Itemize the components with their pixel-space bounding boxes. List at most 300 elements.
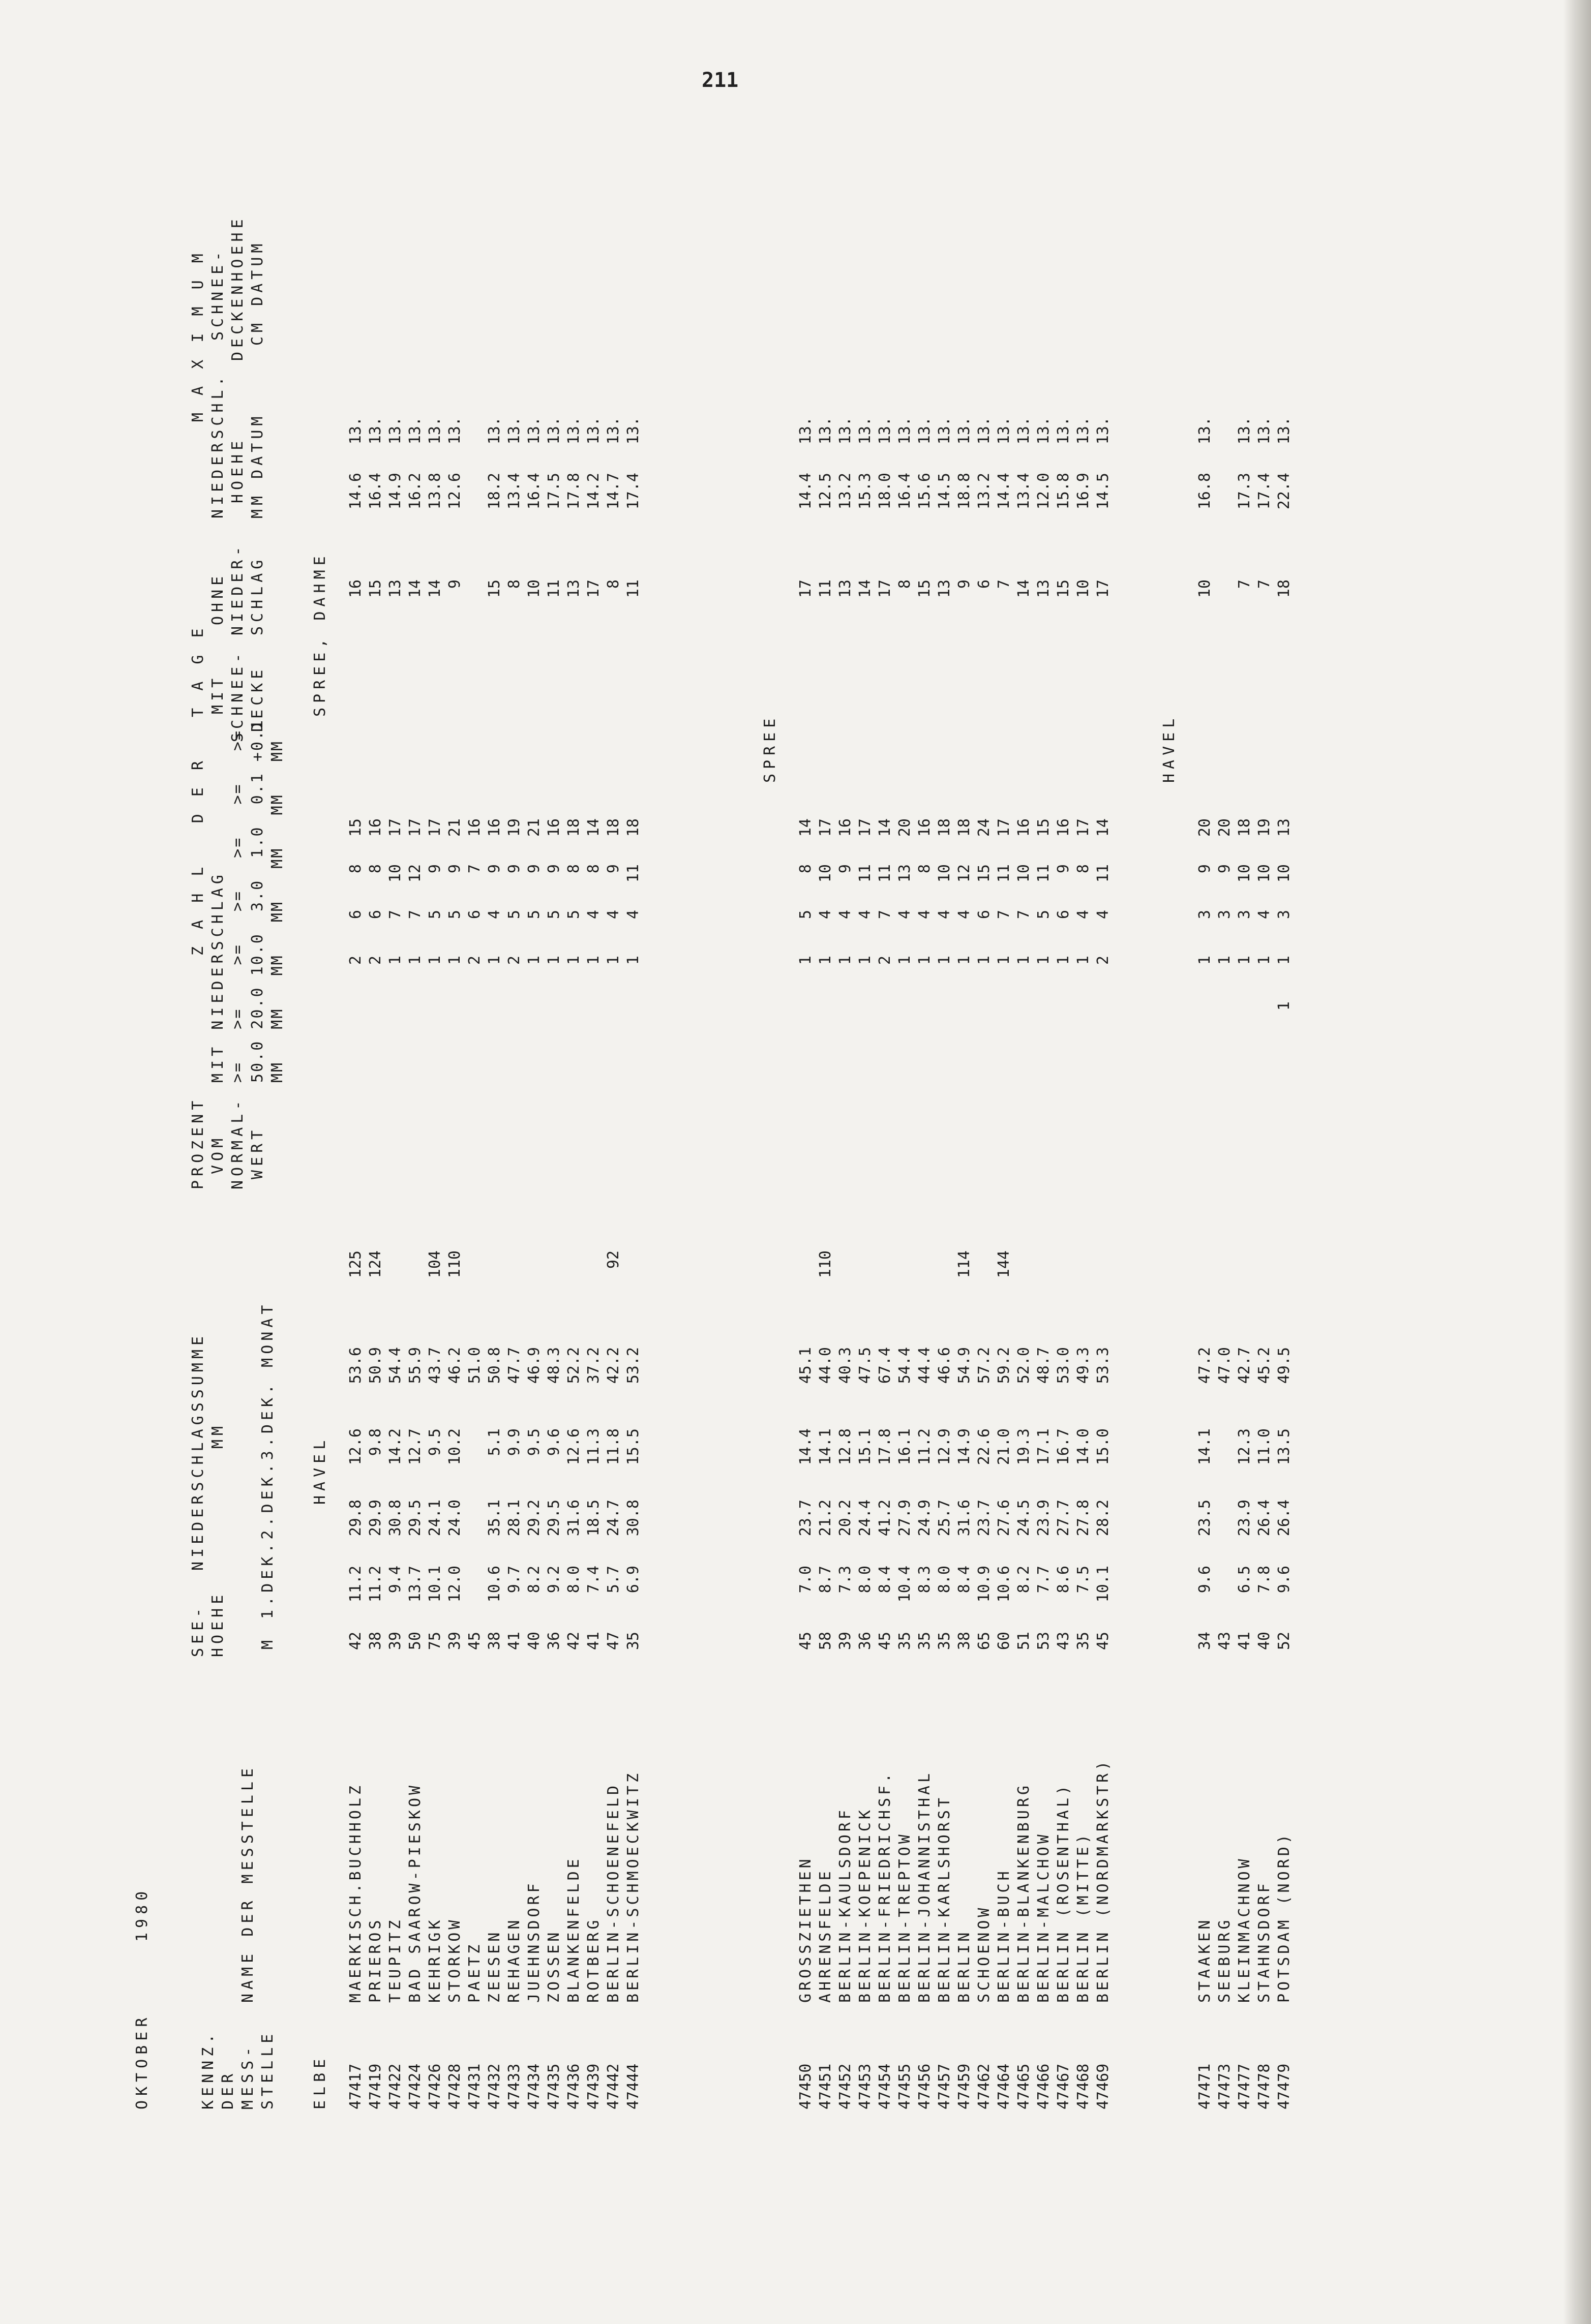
table-row (915, 381, 935, 2109)
cell-d3: 10.2 (446, 1428, 464, 1465)
cell-n3: 5 (426, 910, 444, 920)
cell-name: REHAGEN (505, 1917, 523, 2003)
cell-n1: 11 (876, 864, 894, 883)
cell-n3: 4 (585, 910, 603, 920)
cell-o: 7 (1255, 579, 1273, 589)
cell-o: 9 (446, 579, 464, 589)
cell-o: 13 (836, 579, 854, 598)
cell-d2: 24.4 (856, 1500, 874, 1537)
header-threshold-values: 50.0 20.0 10.0 3.0 1.0 0.1 +0.1 (249, 718, 266, 1083)
cell-n01: 17 (406, 818, 424, 837)
rainfall-table (132, 198, 1393, 2109)
cell-id: 47444 (624, 2063, 642, 2109)
header-see-2: HOEHE (209, 1591, 227, 1657)
cell-dt: 13. (896, 417, 914, 445)
cell-n01: 20 (896, 818, 914, 837)
cell-name: STAHNSDORF (1255, 1880, 1273, 2003)
cell-d2: 20.2 (836, 1500, 854, 1537)
cell-id: 47451 (817, 2063, 834, 2109)
cell-o: 9 (955, 579, 973, 589)
table-row (604, 381, 623, 2109)
cell-dt: 13. (386, 417, 404, 445)
cell-o: 16 (347, 579, 365, 598)
cell-n3: 4 (624, 910, 642, 920)
table-row (1014, 381, 1034, 2109)
cell-p: 124 (367, 1250, 384, 1278)
cell-o: 15 (367, 579, 384, 598)
cell-n3: 5 (505, 910, 523, 920)
cell-n3: 5 (565, 910, 583, 920)
cell-id: 47479 (1275, 2063, 1293, 2109)
cell-p: 92 (605, 1250, 622, 1269)
cell-n3: 4 (1074, 910, 1092, 920)
cell-d1: 9.2 (545, 1566, 563, 1594)
cell-n10: 2 (347, 956, 365, 965)
cell-n1: 11 (856, 864, 874, 883)
cell-d2: 31.6 (955, 1500, 973, 1537)
cell-d3: 11.8 (605, 1428, 622, 1465)
cell-d1: 10.1 (1094, 1566, 1112, 1603)
cell-name: BERLIN-BLANKENBURG (1015, 1782, 1033, 2003)
cell-name: PRIEROS (367, 1917, 384, 2003)
cell-d3: 9.6 (545, 1428, 563, 1456)
cell-name: SEEBURG (1216, 1917, 1234, 2003)
table-row (1235, 381, 1254, 2109)
cell-dt: 13. (936, 417, 953, 445)
cell-n3: 7 (876, 910, 894, 920)
header-proz-4: WERT (249, 1126, 266, 1179)
cell-m: 53.0 (1055, 1347, 1072, 1384)
cell-m: 52.0 (1015, 1347, 1033, 1384)
cell-h: 38 (486, 1632, 503, 1650)
cell-o: 14 (406, 579, 424, 598)
cell-name: BERLIN-JOHANNISTHAL (916, 1770, 934, 2003)
cell-d3: 11.0 (1255, 1428, 1273, 1465)
cell-n1: 12 (406, 864, 424, 883)
cell-n01: 16 (466, 818, 484, 837)
cell-d3: 12.8 (836, 1428, 854, 1465)
table-row (385, 381, 405, 2109)
header-schnee-1: SCHNEE- (209, 248, 227, 341)
cell-m: 52.2 (565, 1347, 583, 1384)
cell-d1: 10.6 (995, 1566, 1013, 1603)
header-thresholds: >= >= >= >= >= >= >= (229, 729, 247, 1083)
cell-n10: 1 (995, 956, 1013, 965)
table-row (366, 381, 385, 2109)
cell-n3: 4 (605, 910, 622, 920)
cell-n1: 9 (836, 864, 854, 874)
table-row (465, 381, 485, 2109)
cell-n1: 8 (1074, 864, 1092, 874)
cell-n10: 2 (505, 956, 523, 965)
cell-n1: 10 (1015, 864, 1033, 883)
table-row (425, 381, 445, 2109)
cell-n1: 8 (916, 864, 934, 874)
cell-m: 45.2 (1255, 1347, 1273, 1384)
table-row (1215, 381, 1235, 2109)
cell-h: 35 (1074, 1632, 1092, 1650)
cell-o: 15 (1055, 579, 1072, 598)
cell-h: 35 (936, 1632, 953, 1650)
cell-n3: 7 (995, 910, 1013, 920)
cell-n1: 9 (426, 864, 444, 874)
cell-n1: 9 (486, 864, 503, 874)
cell-o: 15 (916, 579, 934, 598)
cell-d1: 8.2 (1015, 1566, 1033, 1594)
cell-name: STORKOW (446, 1917, 464, 2003)
river-label: HAVEL (1160, 714, 1178, 783)
cell-id: 47453 (856, 2063, 874, 2109)
cell-dt: 13. (605, 417, 622, 445)
cell-n1: 10 (1236, 864, 1253, 883)
cell-id: 47433 (505, 2063, 523, 2109)
cell-name: TEUPITZ (386, 1917, 404, 2003)
cell-d1: 10.4 (896, 1566, 914, 1603)
cell-dt: 13. (1015, 417, 1033, 445)
cell-d3: 12.6 (565, 1428, 583, 1465)
cell-d3: 14.9 (955, 1428, 973, 1465)
table-row (855, 381, 875, 2109)
cell-name: BERLIN-BUCH (995, 1868, 1013, 2003)
cell-h: 43 (1055, 1632, 1072, 1650)
cell-n01: 18 (955, 818, 973, 837)
cell-n3: 4 (836, 910, 854, 920)
cell-dt: 13. (505, 417, 523, 445)
cell-id: 47455 (896, 2063, 914, 2109)
cell-dt: 13. (525, 417, 543, 445)
cell-d1: 9.6 (1275, 1566, 1293, 1594)
cell-n10: 1 (836, 956, 854, 965)
cell-m: 54.9 (955, 1347, 973, 1384)
cell-d1: 8.0 (565, 1566, 583, 1594)
cell-id: 47464 (995, 2063, 1013, 2109)
cell-o: 13 (1035, 579, 1053, 598)
cell-d3: 12.3 (1236, 1428, 1253, 1465)
cell-o: 11 (817, 579, 834, 598)
cell-d1: 7.8 (1255, 1566, 1273, 1594)
cell-n01: 18 (936, 818, 953, 837)
cell-mx: 22.4 (1275, 473, 1293, 510)
cell-d2: 24.7 (605, 1500, 622, 1537)
header-nied-2: MM (209, 1422, 227, 1449)
header-ohne-1: OHNE (209, 572, 227, 625)
cell-name: SCHOENOW (975, 1905, 993, 2003)
cell-m: 49.3 (1074, 1347, 1092, 1384)
cell-n1: 10 (1275, 864, 1293, 883)
cell-h: 45 (1094, 1632, 1112, 1650)
cell-dt: 13. (797, 417, 815, 445)
cell-mx: 13.4 (1015, 473, 1033, 510)
cell-n01: 19 (1255, 818, 1273, 837)
cell-m: 49.5 (1275, 1347, 1293, 1384)
cell-m: 59.2 (995, 1347, 1013, 1384)
cell-id: 47478 (1255, 2063, 1273, 2109)
cell-h: 58 (817, 1632, 834, 1650)
cell-d2: 24.5 (1015, 1500, 1033, 1537)
cell-mx: 16.8 (1196, 473, 1214, 510)
cell-d2: 27.9 (896, 1500, 914, 1537)
cell-mx: 14.4 (995, 473, 1013, 510)
year-label: 1980 (133, 1886, 151, 1942)
cell-n1: 12 (955, 864, 973, 883)
cell-d1: 7.3 (836, 1566, 854, 1594)
cell-d3: 15.0 (1094, 1428, 1112, 1465)
cell-d3: 12.7 (406, 1428, 424, 1465)
cell-name: KEHRIGK (426, 1917, 444, 2003)
cell-name: BERLIN-MALCHOW (1035, 1831, 1053, 2003)
cell-n1: 9 (545, 864, 563, 874)
cell-d2: 26.4 (1275, 1500, 1293, 1537)
cell-id: 47422 (386, 2063, 404, 2109)
cell-d2: 21.2 (817, 1500, 834, 1537)
cell-dt: 13. (975, 417, 993, 445)
cell-name: BERLIN-SCHOENEFELD (605, 1782, 622, 2003)
cell-id: 47468 (1074, 2063, 1092, 2109)
cell-mx: 15.6 (916, 473, 934, 510)
cell-n10: 1 (896, 956, 914, 965)
cell-n3: 6 (1055, 910, 1072, 920)
cell-h: 45 (466, 1632, 484, 1650)
cell-m: 67.4 (876, 1347, 894, 1384)
cell-d3: 9.5 (426, 1428, 444, 1456)
cell-id: 47431 (466, 2063, 484, 2109)
cell-d1: 9.4 (386, 1566, 404, 1594)
cell-n10: 1 (446, 956, 464, 965)
cell-mx: 14.4 (797, 473, 815, 510)
cell-mx: 17.5 (545, 473, 563, 510)
cell-n10: 1 (1196, 956, 1214, 965)
cell-m: 48.3 (545, 1347, 563, 1384)
cell-id: 47457 (936, 2063, 953, 2109)
cell-p: 125 (347, 1250, 365, 1278)
cell-o: 13 (565, 579, 583, 598)
cell-d3: 15.5 (624, 1428, 642, 1465)
cell-h: 45 (876, 1632, 894, 1650)
cell-n01: 17 (386, 818, 404, 837)
cell-o: 17 (876, 579, 894, 598)
cell-d1: 10.9 (975, 1566, 993, 1603)
cell-o: 14 (856, 579, 874, 598)
cell-d1: 6.9 (624, 1566, 642, 1594)
cell-n01: 16 (545, 818, 563, 837)
cell-n1: 7 (466, 864, 484, 874)
cell-n01: 18 (565, 818, 583, 837)
header-max-cols: MM DATUM (249, 412, 266, 518)
header-nied-1: NIEDERSCHLAGSSUMME (189, 1332, 207, 1571)
cell-p: 110 (446, 1250, 464, 1278)
cell-d2: 35.1 (486, 1500, 503, 1537)
cell-o: 18 (1275, 579, 1293, 598)
group-label: ELBE (311, 2054, 329, 2109)
cell-h: 41 (1236, 1632, 1253, 1650)
cell-n3: 6 (347, 910, 365, 920)
cell-name: BERLIN-FRIEDRICHSF. (876, 1770, 894, 2003)
cell-m: 45.1 (797, 1347, 815, 1384)
header-see-3: M (259, 1636, 277, 1649)
cell-id: 47465 (1015, 2063, 1033, 2109)
cell-n01: 15 (1035, 818, 1053, 837)
cell-d2: 29.9 (367, 1500, 384, 1537)
cell-d3: 14.2 (386, 1428, 404, 1465)
cell-mx: 18.8 (955, 473, 973, 510)
cell-h: 35 (916, 1632, 934, 1650)
cell-n01: 14 (876, 818, 894, 837)
cell-m: 50.9 (367, 1347, 384, 1384)
cell-d2: 27.6 (995, 1500, 1013, 1537)
cell-d3: 9.5 (525, 1428, 543, 1456)
cell-d3: 22.6 (975, 1428, 993, 1465)
cell-id: 47477 (1236, 2063, 1253, 2109)
cell-m: 42.2 (605, 1347, 622, 1384)
table-row (875, 381, 895, 2109)
cell-d2: 29.8 (347, 1500, 365, 1537)
cell-name: AHRENSFELDE (817, 1868, 834, 2003)
cell-d2: 41.2 (876, 1500, 894, 1537)
cell-mx: 16.4 (367, 473, 384, 510)
cell-d2: 29.5 (545, 1500, 563, 1537)
cell-d2: 27.8 (1074, 1500, 1092, 1537)
cell-name: ZEESEN (486, 1929, 503, 2003)
cell-dt: 13. (1094, 417, 1112, 445)
table-row (1054, 381, 1073, 2109)
cell-mx: 16.4 (525, 473, 543, 510)
cell-n1: 11 (624, 864, 642, 883)
cell-h: 36 (856, 1632, 874, 1650)
cell-n01: 16 (1015, 818, 1033, 837)
table-row (954, 381, 974, 2109)
cell-d3: 16.7 (1055, 1428, 1072, 1465)
cell-h: 47 (605, 1632, 622, 1650)
cell-n10: 1 (975, 956, 993, 965)
cell-id: 47467 (1055, 2063, 1072, 2109)
cell-d3: 12.9 (936, 1428, 953, 1465)
page-edge-shadow (1563, 0, 1591, 2324)
cell-n10: 1 (585, 956, 603, 965)
cell-m: 53.2 (624, 1347, 642, 1384)
cell-n01: 18 (605, 818, 622, 837)
cell-id: 47471 (1196, 2063, 1214, 2109)
cell-name: ROTBERG (585, 1917, 603, 2003)
cell-d3: 17.8 (876, 1428, 894, 1465)
cell-mx: 14.9 (386, 473, 404, 510)
cell-n1: 9 (1055, 864, 1072, 874)
cell-o: 7 (1236, 579, 1253, 589)
cell-mx: 18.0 (876, 473, 894, 510)
cell-n3: 5 (1035, 910, 1053, 920)
cell-d2: 24.0 (446, 1500, 464, 1537)
cell-n1: 13 (896, 864, 914, 883)
cell-h: 39 (386, 1632, 404, 1650)
cell-n1: 15 (975, 864, 993, 883)
table-row (1073, 381, 1093, 2109)
cell-mx: 14.6 (347, 473, 365, 510)
cell-name: BLANKENFELDE (565, 1856, 583, 2003)
header-name: NAME DER MESSTELLE (239, 1764, 257, 2003)
cell-n01: 16 (916, 818, 934, 837)
cell-n10: 1 (605, 956, 622, 965)
table-row (895, 381, 915, 2109)
cell-name: ZOSSEN (545, 1929, 563, 2003)
cell-id: 47450 (797, 2063, 815, 2109)
cell-o: 10 (1196, 579, 1214, 598)
cell-m: 47.5 (856, 1347, 874, 1384)
table-row (623, 381, 643, 2109)
cell-dt: 13. (1074, 417, 1092, 445)
cell-mx: 13.2 (975, 473, 993, 510)
table-row (1034, 381, 1054, 2109)
cell-n3: 5 (525, 910, 543, 920)
table-row (816, 381, 835, 2109)
table-row (1195, 381, 1215, 2109)
cell-h: 39 (836, 1632, 854, 1650)
cell-id: 47466 (1035, 2063, 1053, 2109)
cell-h: 40 (525, 1632, 543, 1650)
cell-m: 47.2 (1196, 1347, 1214, 1384)
cell-name: GROSSZIETHEN (797, 1856, 815, 2003)
cell-name: BERLIN-SCHMOECKWITZ (624, 1770, 642, 2003)
cell-n3: 3 (1236, 910, 1253, 920)
cell-d2: 24.9 (916, 1500, 934, 1537)
cell-o: 14 (1015, 579, 1033, 598)
cell-d3: 11.3 (585, 1428, 603, 1465)
cell-dt: 13. (817, 417, 834, 445)
cell-o: 17 (585, 579, 603, 598)
cell-d2: 27.7 (1055, 1500, 1072, 1537)
cell-o: 8 (505, 579, 523, 589)
header-max: M A X I M U M (189, 250, 207, 422)
cell-p: 114 (955, 1250, 973, 1278)
header-max-hoehe: HOEHE (229, 437, 247, 503)
cell-h: 40 (1255, 1632, 1273, 1650)
cell-id: 47428 (446, 2063, 464, 2109)
cell-p: 104 (426, 1250, 444, 1278)
cell-mx: 16.2 (406, 473, 424, 510)
header-zahl: Z A H L D E R T A G E (189, 624, 207, 956)
cell-o: 13 (386, 579, 404, 598)
cell-n01: 13 (1275, 818, 1293, 837)
cell-d3: 5.1 (486, 1428, 503, 1456)
cell-h: 75 (426, 1632, 444, 1650)
cell-n1: 9 (605, 864, 622, 874)
cell-dt: 13. (1196, 417, 1214, 445)
header-mit-1: MIT (209, 674, 227, 714)
cell-n20: 1 (1275, 1001, 1293, 1011)
cell-n10: 1 (1035, 956, 1053, 965)
cell-n1: 11 (995, 864, 1013, 883)
cell-n01: 20 (1196, 818, 1214, 837)
cell-h: 35 (624, 1632, 642, 1650)
cell-mx: 18.2 (486, 473, 503, 510)
cell-m: 44.4 (916, 1347, 934, 1384)
cell-n1: 8 (797, 864, 815, 874)
cell-name: POTSDAM (NORD) (1275, 1831, 1293, 2003)
cell-n10: 1 (1055, 956, 1072, 965)
cell-n3: 5 (545, 910, 563, 920)
river-label: SPREE (761, 714, 779, 783)
cell-n10: 1 (1275, 956, 1293, 965)
cell-name: PAETZ (466, 1941, 484, 2003)
cell-d3: 19.3 (1015, 1428, 1033, 1465)
cell-n10: 2 (876, 956, 894, 965)
cell-name: BERLIN (955, 1929, 973, 2003)
table-row (994, 381, 1014, 2109)
cell-d2: 30.8 (624, 1500, 642, 1537)
cell-mx: 16.9 (1074, 473, 1092, 510)
cell-mx: 12.5 (817, 473, 834, 510)
cell-h: 39 (446, 1632, 464, 1650)
cell-mx: 14.5 (1094, 473, 1112, 510)
header-mit-nied: MIT NIEDERSCHLAG (209, 871, 227, 1083)
